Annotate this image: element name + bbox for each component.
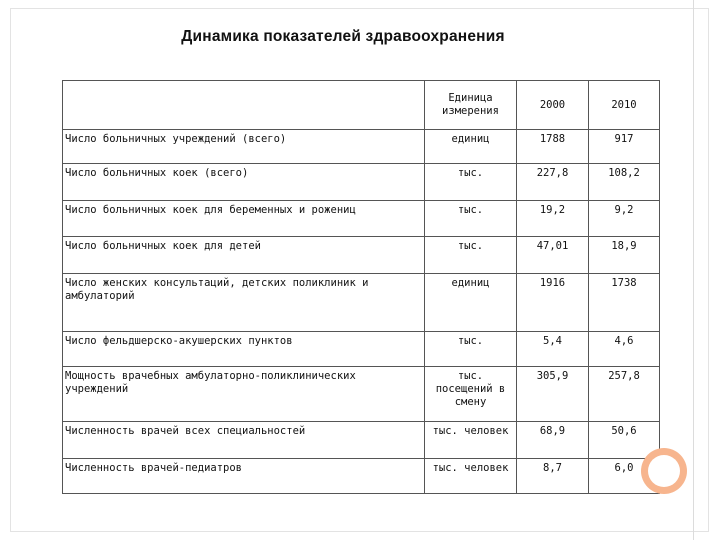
row-unit: тыс. <box>425 201 517 237</box>
decorative-circle-icon <box>641 448 687 494</box>
table-row <box>63 237 660 274</box>
row-indicator-name: Число больничных коек для беременных и рожениц <box>63 201 425 237</box>
table-row <box>63 459 660 494</box>
row-unit: тыс. человек <box>425 422 517 459</box>
row-unit: единиц <box>425 130 517 164</box>
table-row <box>63 201 660 237</box>
row-value-2010: 4,6 <box>589 331 660 366</box>
table-row <box>63 164 660 201</box>
page-title: Динамика показателей здравоохранения <box>181 28 505 45</box>
table-row <box>63 422 660 459</box>
header-indicator <box>63 81 425 130</box>
row-value-2010: 917 <box>589 130 660 164</box>
row-unit: тыс. <box>425 237 517 274</box>
right-divider <box>693 0 694 540</box>
row-value-2010: 6,0 <box>589 459 660 494</box>
row-indicator-name: Численность врачей всех специальностей <box>63 422 425 459</box>
row-unit: тыс. <box>425 164 517 201</box>
table-row <box>63 274 660 332</box>
row-unit: тыс. человек <box>425 459 517 494</box>
row-value-2000: 8,7 <box>517 459 589 494</box>
row-value-2000: 19,2 <box>517 201 589 237</box>
row-value-2010: 257,8 <box>589 366 660 421</box>
header-unit: Единица измерения <box>425 81 517 130</box>
row-value-2000: 227,8 <box>517 164 589 201</box>
row-value-2000: 1916 <box>517 274 589 332</box>
row-value-2000: 5,4 <box>517 331 589 366</box>
row-unit: единиц <box>425 274 517 332</box>
row-indicator-name: Число больничных коек для детей <box>63 237 425 274</box>
row-value-2000: 1788 <box>517 130 589 164</box>
row-value-2010: 9,2 <box>589 201 660 237</box>
row-value-2010: 108,2 <box>589 164 660 201</box>
row-unit: тыс. посещений в смену <box>425 366 517 421</box>
table-row <box>63 130 660 164</box>
row-indicator-name: Число больничных учреждений (всего) <box>63 130 425 164</box>
table-header-row <box>63 81 660 130</box>
row-unit: тыс. <box>425 331 517 366</box>
header-year-2010: 2010 <box>589 81 660 130</box>
row-value-2000: 305,9 <box>517 366 589 421</box>
row-value-2000: 68,9 <box>517 422 589 459</box>
row-value-2010: 18,9 <box>589 237 660 274</box>
header-year-2000: 2000 <box>517 81 589 130</box>
row-value-2010: 1738 <box>589 274 660 332</box>
row-indicator-name: Число женских консультаций, детских поликлиник и амбулаторий <box>63 274 425 332</box>
row-indicator-name: Численность врачей-педиатров <box>63 459 425 494</box>
health-indicators-table <box>62 80 660 494</box>
row-indicator-name: Число больничных коек (всего) <box>63 164 425 201</box>
table-row <box>63 366 660 421</box>
table-row <box>63 331 660 366</box>
row-indicator-name: Мощность врачебных амбулаторно-поликлинических учреждений <box>63 366 425 421</box>
row-value-2000: 47,01 <box>517 237 589 274</box>
row-indicator-name: Число фельдшерско-акушерских пунктов <box>63 331 425 366</box>
row-value-2010: 50,6 <box>589 422 660 459</box>
